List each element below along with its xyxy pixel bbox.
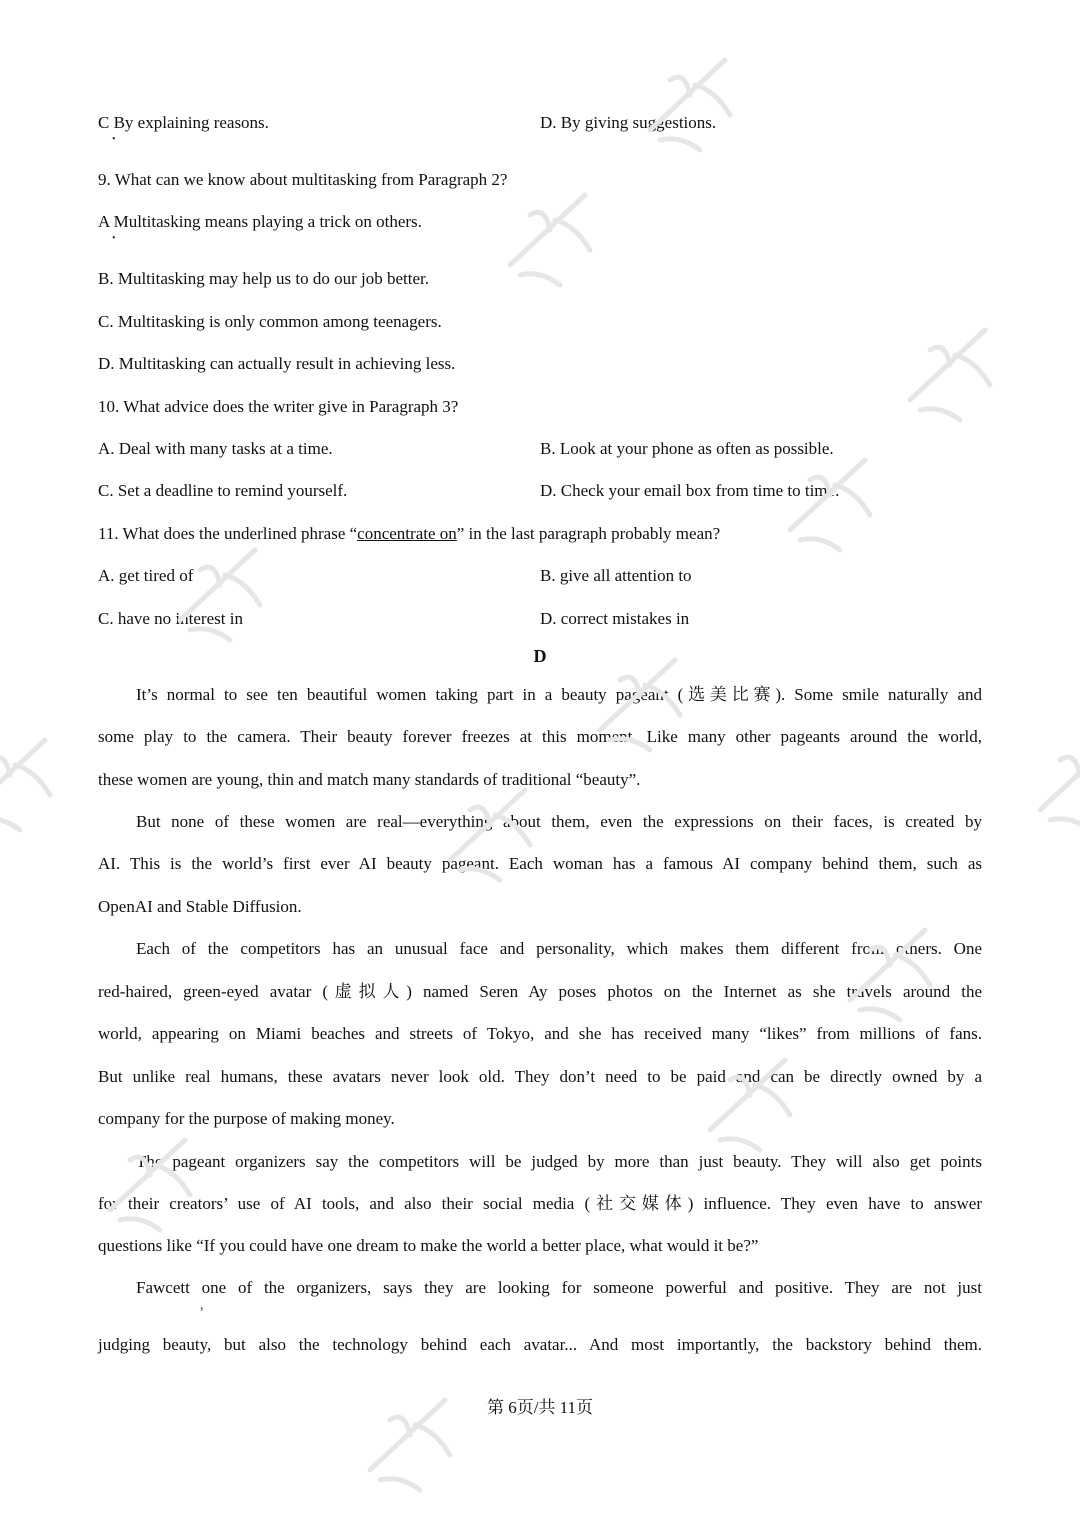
passage-line: judging beauty, but also the technology behind each avatar... And most importantly, the backstory behind them.: [98, 1335, 982, 1354]
passage-line: company for the purpose of making money.: [98, 1109, 395, 1128]
q10-option-d: D. Check your email box from time to time.: [540, 481, 840, 500]
q11-option-a: A. get tired of: [98, 566, 194, 585]
q10-option-c: C. Set a deadline to remind yourself.: [98, 481, 348, 500]
q9-option-b: B. Multitasking may help us to do our job better.: [98, 269, 430, 288]
q9-option-a: A Multitasking means playing a trick on others.: [98, 212, 422, 231]
q11-option-b: B. give all attention to: [540, 566, 692, 585]
q10-stem: 10. What advice does the writer give in Paragraph 3?: [98, 397, 459, 416]
passage-line: Fawcett one of the organizers, says they are looking for someone powerful and positive. They are not just: [136, 1278, 982, 1297]
passage-line: these women are young, thin and match many standards of traditional “beauty”.: [98, 770, 641, 789]
q9-option-d: D. Multitasking can actually result in achieving less.: [98, 354, 456, 373]
watermark-graphic: [830, 910, 950, 1030]
q11-stem: [98, 523, 720, 545]
q10-option-a: A. Deal with many tasks at a time.: [98, 439, 333, 458]
passage-line: red-haired, green-eyed avatar (虚拟人) named Seren Ay poses photos on the Internet as she travels around the: [98, 982, 982, 1001]
watermark-graphic: [630, 40, 750, 160]
watermark-graphic: [160, 530, 280, 650]
page-number: 第 6页/共 11页: [486, 1398, 594, 1417]
passage-line: But none of these women are real—everything about them, even the expressions on their faces, is created by: [136, 812, 982, 831]
underlined-phrase: concentrate on: [357, 524, 457, 543]
q11-option-d: D. correct mistakes in: [540, 609, 690, 628]
watermark-graphic: [690, 1040, 810, 1160]
q10-option-b: B. Look at your phone as often as possible.: [540, 439, 834, 458]
q11-option-c: C. have no interest in: [98, 609, 243, 628]
q8-option-d: D. By giving suggestions.: [540, 113, 717, 132]
passage-line: for their creators’ use of AI tools, and also their social media (社交媒体) influence. They even have to answer: [98, 1194, 982, 1213]
watermark-graphic: [1020, 720, 1080, 840]
watermark-graphic: [490, 175, 610, 295]
passage-line: It’s normal to see ten beautiful women taking part in a beauty pageant (选美比赛). Some smile naturally and: [136, 685, 982, 704]
q8-option-c: C By explaining reasons.: [98, 113, 269, 132]
watermark-graphic: [0, 720, 70, 840]
passage-line: questions like “If you could have one dream to make the world a better place, what would it be?”: [98, 1236, 759, 1255]
stray-dot: •: [112, 134, 116, 145]
passage-line: AI. This is the world’s first ever AI beauty pageant. Each woman has a famous AI company behind them, such as: [98, 854, 982, 873]
passage-line: some play to the camera. Their beauty forever freezes at this moment. Like many other pageants around the world,: [98, 727, 982, 746]
passage-line: OpenAI and Stable Diffusion.: [98, 897, 302, 916]
stray-comma: ,: [200, 1298, 204, 1313]
passage-line: world, appearing on Miami beaches and streets of Tokyo, and she has received many “likes” from millions of fans.: [98, 1024, 982, 1043]
q11-stem-after: ” in the last paragraph probably mean?: [456, 524, 721, 543]
watermark-graphic: [90, 1120, 210, 1240]
q11-stem-before: 11. What does the underlined phrase “: [98, 524, 358, 543]
watermark-graphic: [890, 310, 1010, 430]
passage-line: But unlike real humans, these avatars never look old. They don’t need to be paid and can be directly owned by a: [98, 1067, 982, 1086]
passage-line: Each of the competitors has an unusual face and personality, which makes them different from others. One: [136, 939, 982, 958]
passage-line: The pageant organizers say the competitors will be judged by more than just beauty. They will also get points: [136, 1152, 982, 1171]
q9-stem: 9. What can we know about multitasking from Paragraph 2?: [98, 170, 508, 189]
stray-dot: •: [112, 233, 116, 244]
section-title: D: [533, 646, 547, 666]
q9-option-c: C. Multitasking is only common among teenagers.: [98, 312, 442, 331]
